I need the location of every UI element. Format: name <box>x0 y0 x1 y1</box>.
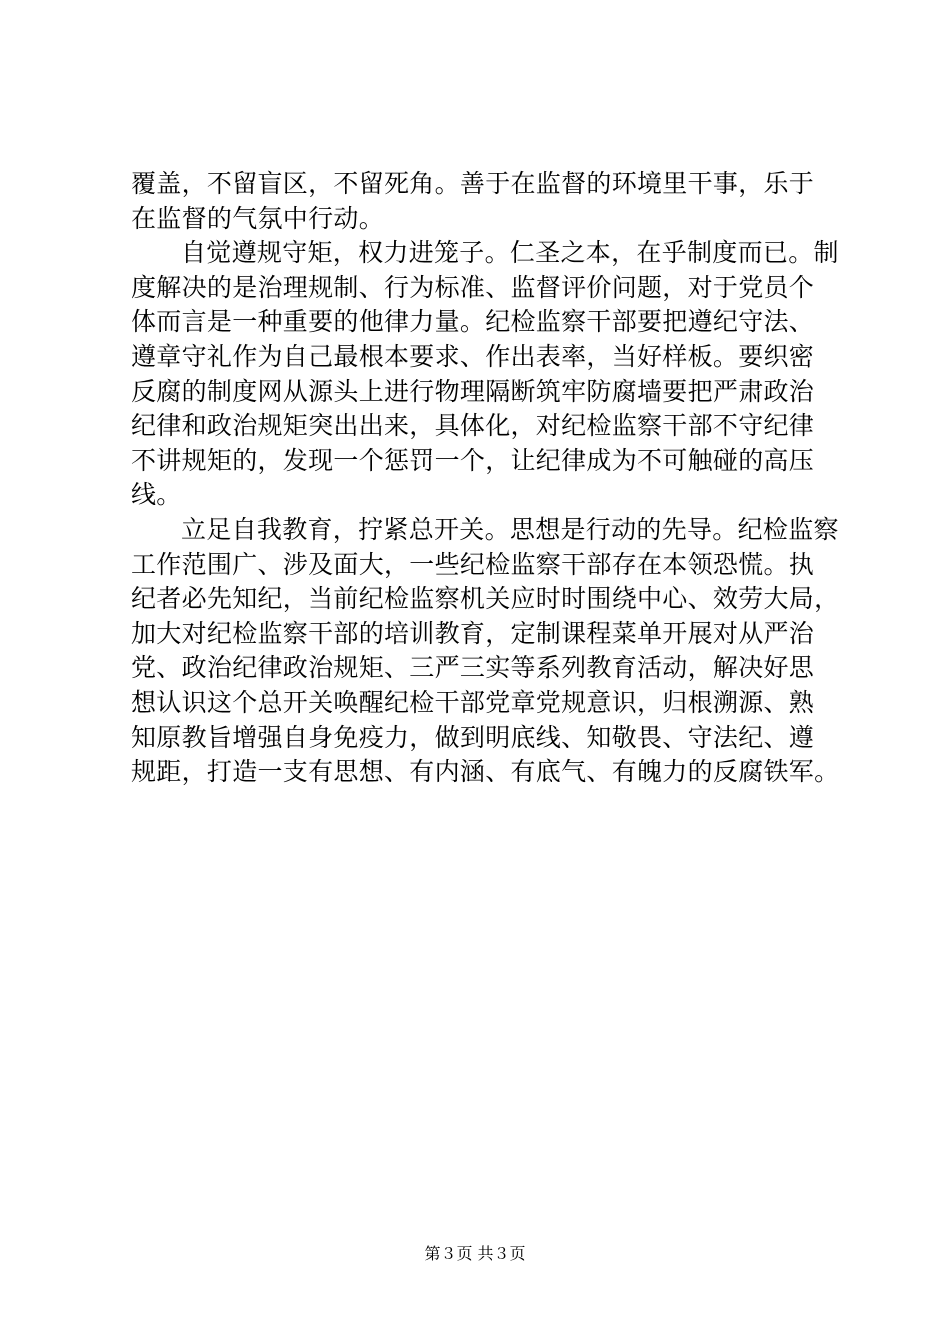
text-line: 党、政治纪律政治规矩、三严三实等系列教育活动，解决好思 <box>131 653 815 683</box>
text-line: 加大对纪检监察干部的培训教育，定制课程菜单开展对从严治 <box>131 618 815 648</box>
paragraph-start-line: 自觉遵规守矩，权力进笼子。仁圣之本，在乎制度而已。制 <box>181 238 839 268</box>
text-line: 覆盖，不留盲区，不留死角。善于在监督的环境里干事，乐于 <box>131 169 815 198</box>
text-line: 线。 <box>131 480 182 510</box>
text-line: 规距，打造一支有思想、有内涵、有底气、有魄力的反腐铁军。 <box>131 757 840 787</box>
text-line: 纪者必先知纪，当前纪检监察机关应时时围绕中心、效劳大局， <box>131 584 840 614</box>
text-line: 遵章守礼作为自己最根本要求、作出表率，当好样板。要织密 <box>131 341 815 371</box>
text-line: 想认识这个总开关唤醒纪检干部党章党规意识，归根溯源、熟 <box>131 687 815 717</box>
text-line: 工作范围广、涉及面大，一些纪检监察干部存在本领恐慌。执 <box>131 549 815 579</box>
body-text <box>131 167 840 790</box>
text-line: 纪律和政治规矩突出出来，具体化，对纪检监察干部不守纪律 <box>131 411 815 441</box>
text-line: 体而言是一种重要的他律力量。纪检监察干部要把遵纪守法、 <box>131 307 815 337</box>
paragraph-start-line: 立足自我教育，拧紧总开关。思想是行动的先导。纪检监察 <box>181 514 839 544</box>
text-line: 反腐的制度网从源头上进行物理隔断筑牢防腐墙要把严肃政治 <box>131 376 815 406</box>
text-line: 在监督的气氛中行动。 <box>131 203 385 233</box>
text-line: 知原教旨增强自身免疫力，做到明底线、知敬畏、守法纪、遵 <box>131 722 815 752</box>
text-line: 不讲规矩的，发现一个惩罚一个，让纪律成为不可触碰的高压 <box>131 445 815 475</box>
text-line: 度解决的是治理规制、行为标准、监督评价问题，对于党员个 <box>131 272 815 302</box>
page-footer: 第３页 共３页 <box>424 1244 526 1263</box>
